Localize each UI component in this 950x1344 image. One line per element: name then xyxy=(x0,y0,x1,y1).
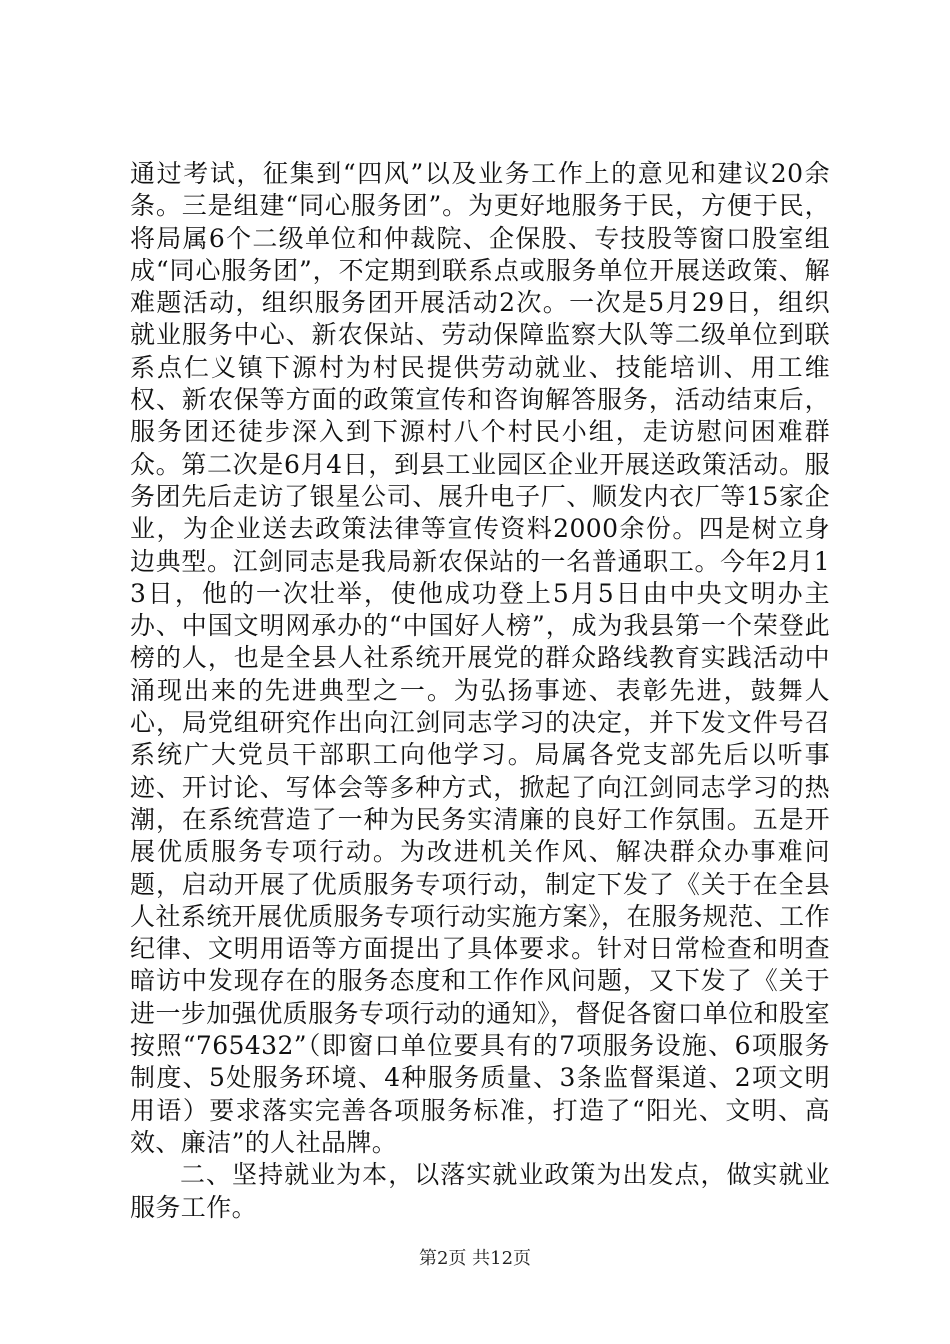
section-heading-two: 二、坚持就业为本，以落实就业政策为出发点，做实就业服务工作。 xyxy=(130,1160,830,1222)
paragraph-continuation: 通过考试，征集到“四风”以及业务工作上的意见和建议20余条。三是组建“同心服务团”。为更好地服务于民，方便于民，将局属6个二级单位和仲裁院、企保股、专技股等窗口股室组成“同心服务团”，不定期到联系点或服务单位开展送政策、解难题活动，组织服务团开展活动2次。一次是5月29日，组织就业服务中心、新农保站、劳动保障监察大队等二级单位到联系点仁义镇下源村为村民提供劳动就业、技能培训、用工维权、新农保等方面的政策宣传和咨询解答服务，活动结束后，服务团还徒步深入到下源村八个村民小组，走访慰问困难群众。第二次是6月4日，到县工业园区企业开展送政策活动。服务团先后走访了银星公司、展升电子厂、顺发内衣厂等15家企业，为企业送去政策法律等宣传资料2000余份。四是树立身边典型。江剑同志是我局新农保站的一名普通职工。今年2月13日，他的一次壮举，使他成功登上5月5日由中央文明办主办、中国文明网承办的“中国好人榜”，成为我县第一个荣登此榜的人，也是全县人社系统开展党的群众路线教育实践活动中涌现出来的先进典型之一。为弘扬事迹、表彰先进，鼓舞人心，局党组研究作出向江剑同志学习的决定，并下发文件号召系统广大党员干部职工向他学习。局属各党支部先后以听事迹、开讨论、写体会等多种方式，掀起了向江剑同志学习的热潮，在系统营造了一种为民务实清廉的良好工作氛围。五是开展优质服务专项行动。为改进机关作风、解决群众办事难问题，启动开展了优质服务专项行动，制定下发了《关于在全县人社系统开展优质服务专项行动实施方案》，在服务规范、工作纪律、文明用语等方面提出了具体要求。针对日常检查和明查暗访中发现存在的服务态度和工作作风问题，又下发了《关于进一步加强优质服务专项行动的通知》，督促各窗口单位和股室按照“765432”（即窗口单位要具有的7项服务设施、6项服务制度、5处服务环境、4种服务质量、3条监督渠道、2项文明用语）要求落实完善各项服务标准，打造了“阳光、文明、高效、廉洁”的人社品牌。 xyxy=(130,159,830,1157)
document-body xyxy=(130,158,830,1224)
page-footer xyxy=(0,1247,950,1271)
page-number: 第2页 共12页 xyxy=(418,1248,532,1269)
